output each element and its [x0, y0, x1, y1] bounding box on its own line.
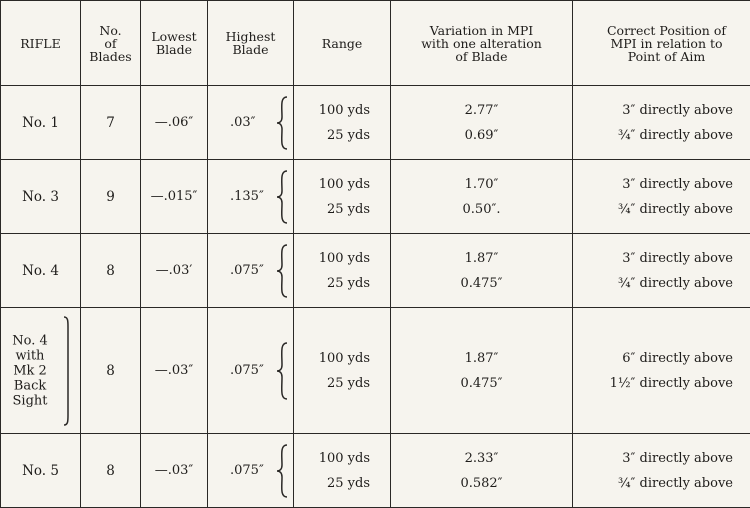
highest-blade-value: .075″: [230, 463, 264, 478]
position-cell: 3″ directly above ¾″ directly above: [573, 434, 750, 508]
table-row: [1, 308, 750, 434]
blades-cell: 9: [81, 160, 141, 234]
lowest-blade-cell: —.03″: [141, 308, 208, 434]
position-cell: 3″ directly above ¾″ directly above: [573, 160, 750, 234]
highest-blade-cell: [208, 160, 294, 234]
header-rifle: RIFLE: [1, 1, 81, 86]
range-cell: 100 yds 25 yds: [294, 434, 391, 508]
header-row: [1, 1, 750, 86]
highest-blade-value: .075″: [230, 263, 264, 278]
range-cell: 100 yds 25 yds: [294, 86, 391, 160]
header-blades: No. of Blades: [81, 1, 141, 86]
highest-blade-cell: [208, 86, 294, 160]
variation-cell: 1.87″ 0.475″: [391, 308, 573, 434]
blades-cell: 8: [81, 308, 141, 434]
header-position: Correct Position of MPI in relation to Point of Aim: [573, 1, 750, 86]
header-lowest: Lowest Blade: [141, 1, 208, 86]
lowest-blade-cell: —.03′: [141, 234, 208, 308]
brace-icon: [275, 95, 289, 151]
brace-icon: [275, 243, 289, 299]
rifle-cell: No. 5: [1, 434, 81, 508]
position-cell: 3″ directly above ¾″ directly above: [573, 86, 750, 160]
rifle-multiline-label: No. 4 with Mk 2 Back Sight: [3, 333, 57, 408]
highest-blade-cell: [208, 434, 294, 508]
brace-icon: [275, 169, 289, 225]
lowest-blade-cell: —.06″: [141, 86, 208, 160]
highest-blade-cell: [208, 234, 294, 308]
brace-icon: [275, 341, 289, 401]
highest-blade-value: .075″: [230, 363, 264, 378]
blades-cell: 8: [81, 234, 141, 308]
rifle-cell: No. 1: [1, 86, 81, 160]
rifle-cell: No. 4: [1, 234, 81, 308]
lowest-blade-cell: —.03″: [141, 434, 208, 508]
variation-cell: 2.33″ 0.582″: [391, 434, 573, 508]
blades-cell: 7: [81, 86, 141, 160]
rifle-cell: No. 3: [1, 160, 81, 234]
range-cell: 100 yds 25 yds: [294, 234, 391, 308]
variation-cell: 2.77″ 0.69″: [391, 86, 573, 160]
header-range: Range: [294, 1, 391, 86]
position-cell: 6″ directly above 1½″ directly above: [573, 308, 750, 434]
rifle-cell: [1, 308, 81, 434]
highest-blade-value: .03″: [230, 115, 256, 130]
brace-icon: [275, 443, 289, 499]
bracket-icon: [62, 315, 72, 427]
highest-blade-value: .135″: [230, 189, 264, 204]
header-highest: Highest Blade: [208, 1, 294, 86]
range-cell: 100 yds 25 yds: [294, 160, 391, 234]
header-variation: Variation in MPI with one alteration of Blade: [391, 1, 573, 86]
table-row: [1, 160, 750, 234]
table-row: [1, 234, 750, 308]
table-row: [1, 86, 750, 160]
position-cell: 3″ directly above ¾″ directly above: [573, 234, 750, 308]
variation-cell: 1.70″ 0.50″.: [391, 160, 573, 234]
range-cell: 100 yds 25 yds: [294, 308, 391, 434]
blades-cell: 8: [81, 434, 141, 508]
table-row: [1, 434, 750, 508]
highest-blade-cell: [208, 308, 294, 434]
lowest-blade-cell: —.015″: [141, 160, 208, 234]
variation-cell: 1.87″ 0.475″: [391, 234, 573, 308]
